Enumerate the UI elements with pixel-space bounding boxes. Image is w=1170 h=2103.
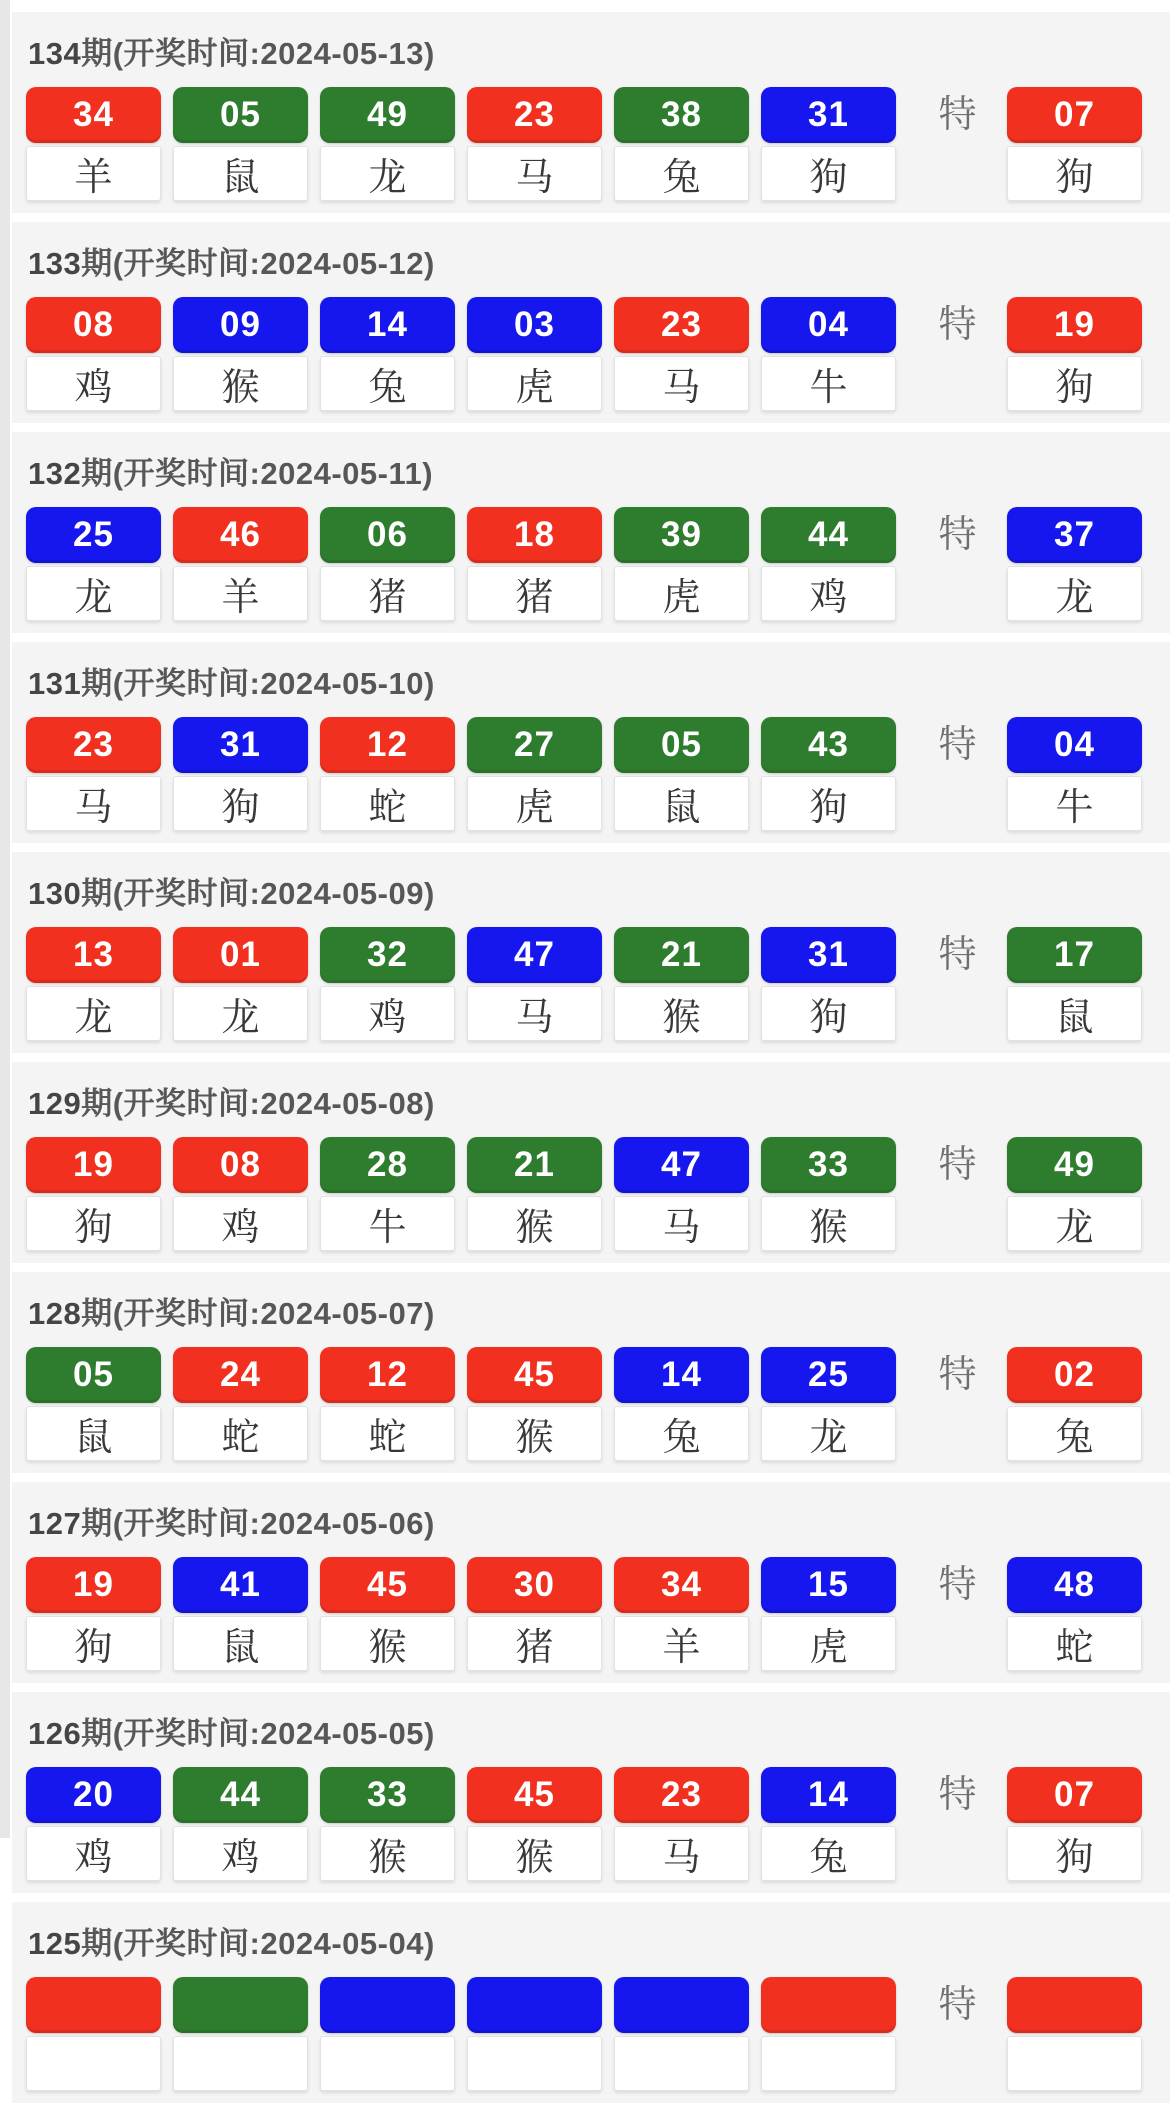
zodiac-label: 马: [26, 776, 161, 831]
issue-number: 134: [28, 36, 82, 71]
zodiac-label: 猴: [320, 1616, 455, 1671]
special-number-tile: [1007, 297, 1142, 411]
zodiac-label: 狗: [761, 146, 896, 201]
number-ball: 23: [614, 1767, 749, 1823]
number-ball: 49: [320, 87, 455, 143]
zodiac-label: 马: [614, 1196, 749, 1251]
number-tile: [467, 717, 602, 831]
number-tile: [320, 507, 455, 621]
zodiac-label: 猪: [467, 566, 602, 621]
number-tile: [320, 717, 455, 831]
number-ball: [467, 1977, 602, 2033]
number-ball: 23: [614, 297, 749, 353]
issue-number: 130: [28, 876, 82, 911]
number-tile: [614, 1137, 749, 1251]
number-ball: [173, 1977, 308, 2033]
zodiac-label: 马: [614, 1826, 749, 1881]
special-number-tile: [1007, 1977, 1142, 2091]
special-marker: 特: [938, 514, 977, 556]
zodiac-label: 龙: [320, 146, 455, 201]
number-tile: [761, 297, 896, 411]
number-ball: 13: [26, 927, 161, 983]
number-ball: 21: [467, 1137, 602, 1193]
number-ball: 12: [320, 1347, 455, 1403]
zodiac-label: 鼠: [1007, 986, 1142, 1041]
number-ball: 19: [26, 1137, 161, 1193]
zodiac-label: 兔: [614, 1406, 749, 1461]
zodiac-label: [26, 2036, 161, 2091]
draw-period-header: [12, 654, 1170, 717]
number-tile: [761, 1347, 896, 1461]
number-tile: [614, 717, 749, 831]
special-marker: 特: [938, 304, 977, 346]
zodiac-label: 鼠: [614, 776, 749, 831]
zodiac-label: 马: [467, 986, 602, 1041]
draw-period-block: [12, 642, 1170, 843]
number-ball: 12: [320, 717, 455, 773]
numbers-row: [12, 297, 1170, 413]
number-tile: [173, 1767, 308, 1881]
numbers-row: [12, 717, 1170, 833]
zodiac-label: 蛇: [320, 776, 455, 831]
number-tile: [761, 507, 896, 621]
issue-number: 126: [28, 1716, 82, 1751]
number-tile: [614, 87, 749, 201]
zodiac-label: 猴: [761, 1196, 896, 1251]
number-tile: [173, 1347, 308, 1461]
number-ball: 09: [173, 297, 308, 353]
number-tile: [614, 1347, 749, 1461]
zodiac-label: 羊: [173, 566, 308, 621]
number-tile: [614, 1557, 749, 1671]
draw-time-label: 期(开奖时间:2024-05-12): [81, 246, 435, 281]
number-ball: 45: [320, 1557, 455, 1613]
number-tile: [26, 507, 161, 621]
zodiac-label: 狗: [1007, 146, 1142, 201]
draw-period-block: [12, 1062, 1170, 1263]
draw-time-label: 期(开奖时间:2024-05-07): [81, 1296, 435, 1331]
zodiac-label: 牛: [1007, 776, 1142, 831]
number-ball: 45: [467, 1767, 602, 1823]
zodiac-label: 虎: [467, 776, 602, 831]
number-ball: 25: [26, 507, 161, 563]
draw-period-header: [12, 1284, 1170, 1347]
zodiac-label: 龙: [173, 986, 308, 1041]
number-ball: [320, 1977, 455, 2033]
zodiac-label: 鸡: [173, 1826, 308, 1881]
draw-period-header: [12, 1914, 1170, 1977]
zodiac-label: [1007, 2036, 1142, 2091]
number-tile: [467, 1557, 602, 1671]
number-ball: 25: [761, 1347, 896, 1403]
draw-period-header: [12, 1074, 1170, 1137]
number-tile: [173, 717, 308, 831]
number-tile: [761, 1137, 896, 1251]
number-tile: [26, 87, 161, 201]
number-ball: 04: [1007, 717, 1142, 773]
special-marker: 特: [938, 934, 977, 976]
number-tile: [467, 507, 602, 621]
draw-period-block: [12, 852, 1170, 1053]
number-ball: 31: [761, 927, 896, 983]
zodiac-label: 鸡: [26, 1826, 161, 1881]
zodiac-label: 马: [467, 146, 602, 201]
number-ball: 33: [320, 1767, 455, 1823]
zodiac-label: 猴: [467, 1406, 602, 1461]
number-ball: 31: [761, 87, 896, 143]
number-tile: [173, 297, 308, 411]
number-ball: 14: [761, 1767, 896, 1823]
number-ball: 23: [467, 87, 602, 143]
draw-time-label: 期(开奖时间:2024-05-10): [81, 666, 435, 701]
draw-period-block: [12, 222, 1170, 423]
zodiac-label: 狗: [173, 776, 308, 831]
number-ball: 14: [614, 1347, 749, 1403]
page-left-edge: [0, 0, 10, 1838]
number-tile: [467, 927, 602, 1041]
number-tile: [467, 87, 602, 201]
number-tile: [173, 507, 308, 621]
number-tile: [761, 927, 896, 1041]
number-tile: [761, 1977, 896, 2091]
zodiac-label: 猴: [320, 1826, 455, 1881]
draw-time-label: 期(开奖时间:2024-05-08): [81, 1086, 435, 1121]
special-number-tile: [1007, 927, 1142, 1041]
zodiac-label: 狗: [1007, 356, 1142, 411]
number-ball: 46: [173, 507, 308, 563]
draw-period-block: [12, 1902, 1170, 2103]
number-ball: [26, 1977, 161, 2033]
number-tile: [614, 507, 749, 621]
number-ball: 33: [761, 1137, 896, 1193]
draw-time-label: 期(开奖时间:2024-05-06): [81, 1506, 435, 1541]
number-tile: [467, 1767, 602, 1881]
number-ball: 08: [26, 297, 161, 353]
number-tile: [26, 1137, 161, 1251]
draw-period-header: [12, 234, 1170, 297]
number-tile: [467, 1347, 602, 1461]
number-ball: 18: [467, 507, 602, 563]
zodiac-label: 羊: [26, 146, 161, 201]
numbers-row: [12, 1767, 1170, 1883]
zodiac-label: 龙: [26, 566, 161, 621]
zodiac-label: 狗: [26, 1616, 161, 1671]
numbers-row: [12, 1137, 1170, 1253]
draw-results-list: [12, 0, 1170, 2103]
draw-period-block: [12, 1272, 1170, 1473]
zodiac-label: 虎: [614, 566, 749, 621]
special-marker: 特: [938, 1984, 977, 2026]
number-ball: 14: [320, 297, 455, 353]
issue-number: 133: [28, 246, 82, 281]
number-tile: [467, 1137, 602, 1251]
draw-period-block: [12, 1692, 1170, 1893]
zodiac-label: 牛: [761, 356, 896, 411]
number-ball: 37: [1007, 507, 1142, 563]
zodiac-label: 狗: [1007, 1826, 1142, 1881]
number-ball: 32: [320, 927, 455, 983]
issue-number: 127: [28, 1506, 82, 1541]
special-marker: 特: [938, 1354, 977, 1396]
special-number-tile: [1007, 1767, 1142, 1881]
number-ball: 34: [26, 87, 161, 143]
number-ball: 47: [614, 1137, 749, 1193]
number-ball: 27: [467, 717, 602, 773]
zodiac-label: 龙: [761, 1406, 896, 1461]
number-tile: [320, 927, 455, 1041]
number-tile: [320, 1977, 455, 2091]
number-ball: 44: [173, 1767, 308, 1823]
special-number-tile: [1007, 717, 1142, 831]
draw-period-header: [12, 1494, 1170, 1557]
special-marker: 特: [938, 1564, 977, 1606]
number-ball: 45: [467, 1347, 602, 1403]
zodiac-label: 猪: [320, 566, 455, 621]
number-tile: [173, 1977, 308, 2091]
zodiac-label: 虎: [761, 1616, 896, 1671]
number-tile: [26, 297, 161, 411]
issue-number: 129: [28, 1086, 82, 1121]
zodiac-label: 鸡: [26, 356, 161, 411]
zodiac-label: 兔: [1007, 1406, 1142, 1461]
number-tile: [173, 1137, 308, 1251]
number-ball: 34: [614, 1557, 749, 1613]
zodiac-label: 蛇: [1007, 1616, 1142, 1671]
number-ball: 05: [26, 1347, 161, 1403]
numbers-row: [12, 1977, 1170, 2093]
zodiac-label: 蛇: [320, 1406, 455, 1461]
draw-period-block: [12, 432, 1170, 633]
number-ball: 19: [1007, 297, 1142, 353]
draw-period-block: [12, 12, 1170, 213]
zodiac-label: [320, 2036, 455, 2091]
special-marker: 特: [938, 1144, 977, 1186]
number-tile: [467, 297, 602, 411]
number-ball: 03: [467, 297, 602, 353]
issue-number: 128: [28, 1296, 82, 1331]
number-tile: [320, 1557, 455, 1671]
zodiac-label: [614, 2036, 749, 2091]
special-number-tile: [1007, 1347, 1142, 1461]
draw-period-header: [12, 1704, 1170, 1767]
zodiac-label: 羊: [614, 1616, 749, 1671]
number-ball: 31: [173, 717, 308, 773]
number-tile: [614, 1767, 749, 1881]
number-ball: 21: [614, 927, 749, 983]
draw-time-label: 期(开奖时间:2024-05-13): [81, 36, 435, 71]
number-ball: 20: [26, 1767, 161, 1823]
number-tile: [26, 1977, 161, 2091]
number-tile: [614, 1977, 749, 2091]
zodiac-label: 兔: [761, 1826, 896, 1881]
number-ball: 06: [320, 507, 455, 563]
number-ball: 48: [1007, 1557, 1142, 1613]
zodiac-label: 兔: [320, 356, 455, 411]
special-marker: 特: [938, 94, 977, 136]
numbers-row: [12, 927, 1170, 1043]
number-ball: 07: [1007, 1767, 1142, 1823]
number-tile: [467, 1977, 602, 2091]
numbers-row: [12, 1347, 1170, 1463]
zodiac-label: 鼠: [26, 1406, 161, 1461]
zodiac-label: 猴: [467, 1196, 602, 1251]
number-ball: 30: [467, 1557, 602, 1613]
draw-time-label: 期(开奖时间:2024-05-09): [81, 876, 435, 911]
number-tile: [26, 927, 161, 1041]
number-tile: [26, 1767, 161, 1881]
number-ball: 44: [761, 507, 896, 563]
draw-time-label: 期(开奖时间:2024-05-05): [81, 1716, 435, 1751]
zodiac-label: 猴: [614, 986, 749, 1041]
draw-time-label: 期(开奖时间:2024-05-11): [81, 456, 434, 491]
numbers-row: [12, 1557, 1170, 1673]
number-ball: 24: [173, 1347, 308, 1403]
number-tile: [173, 1557, 308, 1671]
number-ball: 07: [1007, 87, 1142, 143]
number-ball: 39: [614, 507, 749, 563]
numbers-row: [12, 507, 1170, 623]
number-tile: [26, 1557, 161, 1671]
number-tile: [173, 87, 308, 201]
number-tile: [26, 717, 161, 831]
number-ball: 19: [26, 1557, 161, 1613]
number-tile: [320, 1347, 455, 1461]
number-ball: 17: [1007, 927, 1142, 983]
number-ball: 01: [173, 927, 308, 983]
zodiac-label: 鼠: [173, 146, 308, 201]
zodiac-label: 猪: [467, 1616, 602, 1671]
zodiac-label: 猴: [467, 1826, 602, 1881]
zodiac-label: 龙: [1007, 566, 1142, 621]
number-ball: 23: [26, 717, 161, 773]
number-tile: [320, 87, 455, 201]
zodiac-label: 龙: [1007, 1196, 1142, 1251]
number-tile: [761, 87, 896, 201]
zodiac-label: 鸡: [320, 986, 455, 1041]
special-number-tile: [1007, 1137, 1142, 1251]
number-ball: [614, 1977, 749, 2033]
number-ball: [761, 1977, 896, 2033]
zodiac-label: 鸡: [173, 1196, 308, 1251]
draw-period-header: [12, 444, 1170, 507]
zodiac-label: [467, 2036, 602, 2091]
zodiac-label: 马: [614, 356, 749, 411]
special-number-tile: [1007, 87, 1142, 201]
number-tile: [320, 1767, 455, 1881]
draw-period-header: [12, 864, 1170, 927]
zodiac-label: 兔: [614, 146, 749, 201]
zodiac-label: [761, 2036, 896, 2091]
special-number-tile: [1007, 507, 1142, 621]
number-ball: 05: [614, 717, 749, 773]
zodiac-label: 猴: [173, 356, 308, 411]
number-ball: 08: [173, 1137, 308, 1193]
draw-period-block: [12, 1482, 1170, 1683]
zodiac-label: 虎: [467, 356, 602, 411]
issue-number: 131: [28, 666, 82, 701]
number-tile: [761, 1557, 896, 1671]
number-ball: 04: [761, 297, 896, 353]
zodiac-label: 蛇: [173, 1406, 308, 1461]
number-tile: [173, 927, 308, 1041]
number-tile: [26, 1347, 161, 1461]
zodiac-label: 牛: [320, 1196, 455, 1251]
number-tile: [320, 297, 455, 411]
number-tile: [614, 297, 749, 411]
numbers-row: [12, 87, 1170, 203]
number-tile: [614, 927, 749, 1041]
number-ball: 28: [320, 1137, 455, 1193]
number-ball: 15: [761, 1557, 896, 1613]
draw-period-header: [12, 24, 1170, 87]
special-marker: 特: [938, 724, 977, 766]
number-tile: [761, 717, 896, 831]
special-marker: 特: [938, 1774, 977, 1816]
zodiac-label: [173, 2036, 308, 2091]
number-ball: 49: [1007, 1137, 1142, 1193]
number-ball: 47: [467, 927, 602, 983]
number-ball: 38: [614, 87, 749, 143]
number-ball: 43: [761, 717, 896, 773]
number-ball: 41: [173, 1557, 308, 1613]
zodiac-label: 狗: [761, 986, 896, 1041]
zodiac-label: 龙: [26, 986, 161, 1041]
special-number-tile: [1007, 1557, 1142, 1671]
number-tile: [320, 1137, 455, 1251]
number-ball: [1007, 1977, 1142, 2033]
zodiac-label: 狗: [761, 776, 896, 831]
zodiac-label: 鸡: [761, 566, 896, 621]
number-tile: [761, 1767, 896, 1881]
number-ball: 02: [1007, 1347, 1142, 1403]
issue-number: 125: [28, 1926, 82, 1961]
zodiac-label: 狗: [26, 1196, 161, 1251]
issue-number: 132: [28, 456, 82, 491]
zodiac-label: 鼠: [173, 1616, 308, 1671]
draw-time-label: 期(开奖时间:2024-05-04): [81, 1926, 435, 1961]
number-ball: 05: [173, 87, 308, 143]
